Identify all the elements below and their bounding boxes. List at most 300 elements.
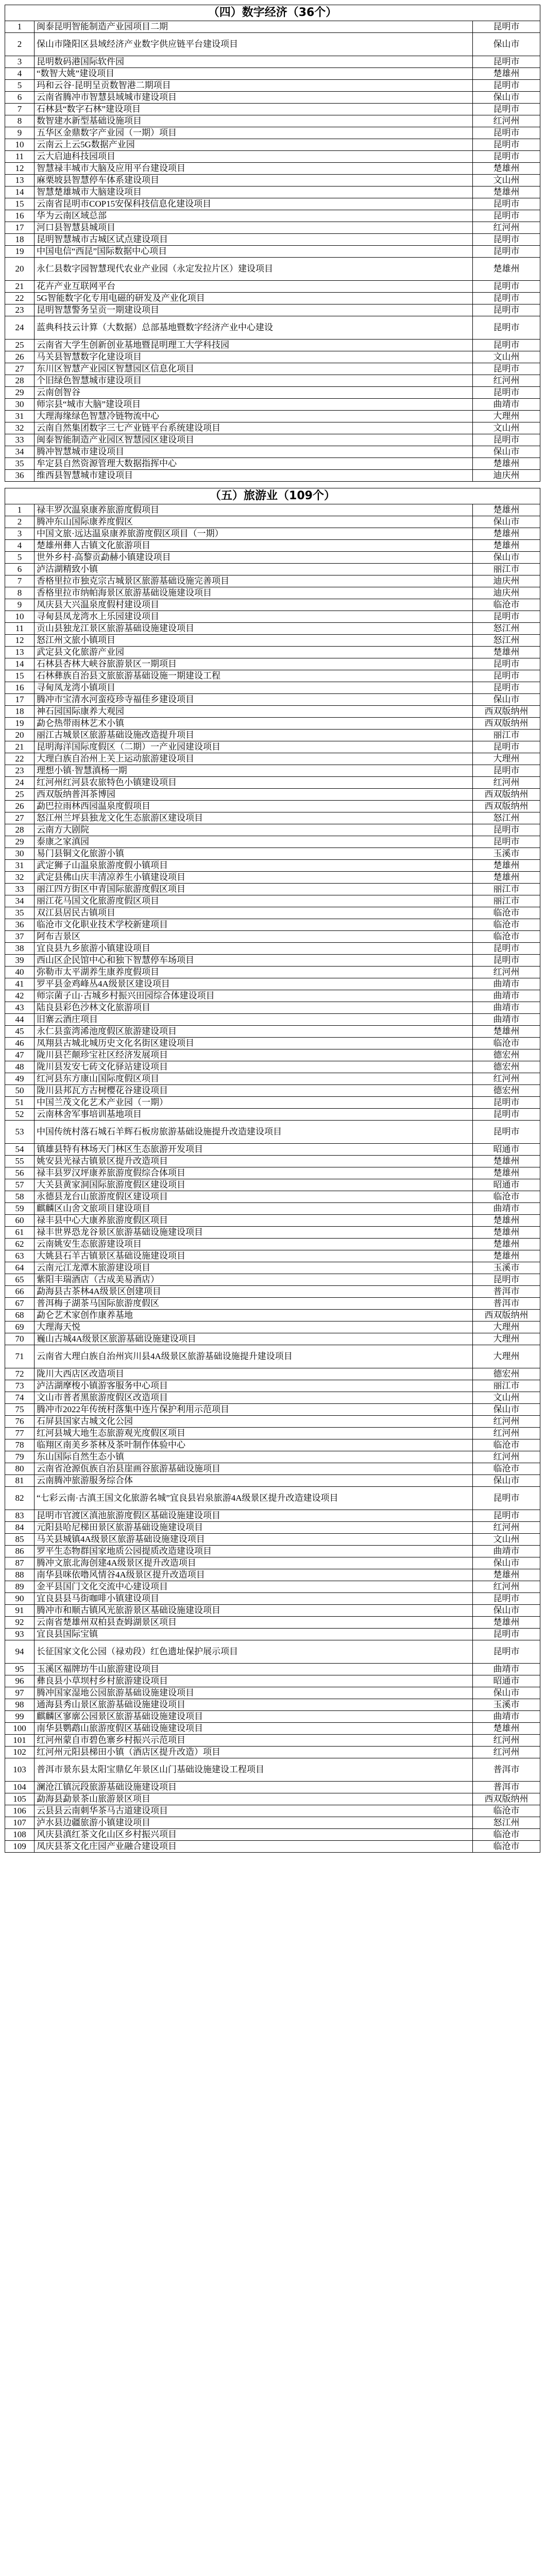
project-name: 弥勒市太平湖养生康养度假项目 <box>35 967 473 978</box>
project-name: 闽泰昆明智能制造产业园项目二期 <box>35 21 473 33</box>
row-number: 20 <box>5 730 35 741</box>
city-name: 保山市 <box>473 552 540 564</box>
table-row <box>5 1167 540 1179</box>
project-name: 云南省大学生创新创业基地暨昆明理工大学科技园 <box>35 340 473 351</box>
city-name: 曲靖市 <box>473 1546 540 1557</box>
city-name: 昆明市 <box>473 127 540 139</box>
row-number: 19 <box>5 246 35 258</box>
city-name: 楚雄州 <box>473 528 540 540</box>
table-row <box>5 258 540 281</box>
city-name: 德宏州 <box>473 1085 540 1097</box>
project-name: 云南省昆明市COP15安保科技信息化建设项目 <box>35 198 473 210</box>
table-row <box>5 1310 540 1321</box>
table-row <box>5 801 540 812</box>
row-number: 71 <box>5 1345 35 1368</box>
row-number: 11 <box>5 623 35 635</box>
row-number: 82 <box>5 1487 35 1510</box>
project-name: 理想小镇·智慧滇杨一期 <box>35 765 473 777</box>
table-row <box>5 575 540 587</box>
project-name: 怒江州文旅小镇项目 <box>35 635 473 647</box>
table-row <box>5 1085 540 1097</box>
project-name: 金平县国门文化交流中心建设项目 <box>35 1581 473 1593</box>
city-name: 红河州 <box>473 777 540 789</box>
city-name: 楚雄州 <box>473 187 540 198</box>
city-name: 丽江市 <box>473 884 540 895</box>
table-row <box>5 765 540 777</box>
city-name: 昆明市 <box>473 234 540 246</box>
city-name: 楚雄州 <box>473 1617 540 1629</box>
project-name: 临沧市文化职业技术学校新建项目 <box>35 919 473 931</box>
project-name: 勐仑艺术家创作康养基地 <box>35 1310 473 1321</box>
city-name: 保山市 <box>473 1475 540 1487</box>
project-name: 旧寨云酒庄项目 <box>35 1014 473 1026</box>
row-number: 17 <box>5 694 35 706</box>
row-number: 91 <box>5 1605 35 1617</box>
table-row <box>5 587 540 599</box>
project-name: 禄丰罗次温泉康养旅游度假项目 <box>35 504 473 516</box>
row-number: 100 <box>5 1723 35 1735</box>
city-name: 昆明市 <box>473 104 540 115</box>
project-name: 泰康之家滇园 <box>35 836 473 848</box>
table-row <box>5 623 540 635</box>
table-row <box>5 1191 540 1203</box>
project-name: 阿布吉景区 <box>35 931 473 943</box>
project-name: 五华区金鼎数字产业园（一期）项目 <box>35 127 473 139</box>
project-name: 丽江四方街区中青国际旅游度假区项目 <box>35 884 473 895</box>
city-name: 昆明市 <box>473 765 540 777</box>
project-name: 师宗县“城市大脑”建设项目 <box>35 399 473 411</box>
table-row <box>5 1097 540 1109</box>
project-table <box>5 504 540 1853</box>
project-name: 麒麟区寥廓公园景区旅游基础设施建设项目 <box>35 1711 473 1723</box>
table-row <box>5 151 540 163</box>
row-number: 23 <box>5 765 35 777</box>
project-name: 大关县黄家洞国际旅游度假区建设项目 <box>35 1179 473 1191</box>
project-name: 宜良县九乡旅游小镇建设项目 <box>35 943 473 955</box>
table-row <box>5 446 540 458</box>
row-number: 22 <box>5 293 35 304</box>
city-name: 西双版纳州 <box>473 801 540 812</box>
row-number: 10 <box>5 611 35 623</box>
city-name: 楚雄州 <box>473 458 540 470</box>
row-number: 6 <box>5 92 35 104</box>
table-row <box>5 564 540 575</box>
project-name: 昆明数码港国际软件园 <box>35 56 473 68</box>
row-number: 18 <box>5 234 35 246</box>
project-name: 云南腾冲旅游服务综合体 <box>35 1475 473 1487</box>
project-name: 河口县智慧县城项目 <box>35 222 473 234</box>
city-name: 德宏州 <box>473 1061 540 1073</box>
table-row <box>5 706 540 718</box>
row-number: 32 <box>5 422 35 434</box>
table-row <box>5 895 540 907</box>
row-number: 45 <box>5 1026 35 1038</box>
project-name: 5G智能数字化专用电磁的研发及产业化项目 <box>35 293 473 304</box>
city-name: 德宏州 <box>473 1049 540 1061</box>
table-row <box>5 967 540 978</box>
row-number: 23 <box>5 304 35 316</box>
row-number: 8 <box>5 587 35 599</box>
project-name: 腾冲市宝清水河蛮疫珍寺福佳乡建设项目 <box>35 694 473 706</box>
project-name: 云南林舍军事培训基地项目 <box>35 1109 473 1121</box>
project-name: “七彩云南·古滇王国文化旅游名城”宜良县岩泉旅游4A级景区提升改造建设项目 <box>35 1487 473 1510</box>
table-row <box>5 340 540 351</box>
row-number: 74 <box>5 1392 35 1404</box>
row-number: 80 <box>5 1463 35 1475</box>
project-name: 寻甸县凤龙湾水上乐园建设项目 <box>35 611 473 623</box>
table-row <box>5 1605 540 1617</box>
city-name: 红河州 <box>473 115 540 127</box>
row-number: 39 <box>5 955 35 967</box>
project-name: 蓝典科技云计算（大数据）总部基地暨数字经济产业中心建设 <box>35 316 473 340</box>
row-number: 15 <box>5 670 35 682</box>
project-name: 中国文旅·远达温泉康养旅游度假区项目（一期） <box>35 528 473 540</box>
row-number: 49 <box>5 1073 35 1085</box>
project-name: 元阳县哈尼梯田景区旅游基础设施建设项目 <box>35 1522 473 1534</box>
section-title: （四）数字经济（36个） <box>5 5 540 21</box>
table-row <box>5 293 540 304</box>
city-name: 昭通市 <box>473 1144 540 1156</box>
project-name: 腾冲智慧城市建设项目 <box>35 446 473 458</box>
table-row <box>5 1049 540 1061</box>
table-row <box>5 1805 540 1817</box>
city-name: 昆明市 <box>473 1510 540 1522</box>
table-row <box>5 1747 540 1758</box>
row-number: 35 <box>5 458 35 470</box>
city-name: 昆明市 <box>473 1109 540 1121</box>
row-number: 36 <box>5 919 35 931</box>
city-name: 临沧市 <box>473 1439 540 1451</box>
city-name: 红河州 <box>473 967 540 978</box>
city-name: 楚雄州 <box>473 1723 540 1735</box>
city-name: 红河州 <box>473 1735 540 1747</box>
project-name: 陇川县芒颠珍宝社区经济发展项目 <box>35 1049 473 1061</box>
project-name: 泸沽湖精致小镇 <box>35 564 473 575</box>
project-name: 武定县佛山庆丰清凉养生小镇建设项目 <box>35 872 473 884</box>
table-row <box>5 919 540 931</box>
city-name: 昆明市 <box>473 316 540 340</box>
project-name: 彝良县小草坝村乡村旅游建设项目 <box>35 1675 473 1687</box>
table-row <box>5 931 540 943</box>
row-number: 33 <box>5 884 35 895</box>
city-name: 玉溪市 <box>473 848 540 860</box>
city-name: 大理州 <box>473 411 540 422</box>
city-name: 昆明市 <box>473 682 540 694</box>
row-number: 50 <box>5 1085 35 1097</box>
table-row <box>5 375 540 387</box>
project-name: 腾冲市和顺古镇风光旅游景区基础设施建设项目 <box>35 1605 473 1617</box>
project-name: 禄丰县中心大康养旅游度假区项目 <box>35 1215 473 1227</box>
table-row <box>5 990 540 1002</box>
row-number: 29 <box>5 387 35 399</box>
row-number: 97 <box>5 1687 35 1699</box>
city-name: 楚雄州 <box>473 1167 540 1179</box>
city-name: 文山州 <box>473 175 540 187</box>
table-row <box>5 422 540 434</box>
project-name: 陇川大西店区改造项目 <box>35 1368 473 1380</box>
row-number: 70 <box>5 1333 35 1345</box>
project-name: 永仁县数字园智慧现代农业产业园（永定发拉片区）建设项目 <box>35 258 473 281</box>
table-row <box>5 1640 540 1664</box>
city-name: 昆明市 <box>473 611 540 623</box>
table-row <box>5 1179 540 1191</box>
table-row <box>5 1368 540 1380</box>
city-name: 昆明市 <box>473 387 540 399</box>
city-name: 红河州 <box>473 1581 540 1593</box>
section-title: （五）旅游业（109个） <box>5 488 540 504</box>
row-number: 62 <box>5 1239 35 1250</box>
project-name: 泸沽湖摩梭小镇游客服务中心项目 <box>35 1380 473 1392</box>
table-row <box>5 1014 540 1026</box>
row-number: 83 <box>5 1510 35 1522</box>
table-row <box>5 1286 540 1298</box>
row-number: 14 <box>5 187 35 198</box>
city-name: 曲靖市 <box>473 990 540 1002</box>
project-name: 大理海天悦 <box>35 1321 473 1333</box>
project-name: 世外乡村·高黎贡勐赫小镇建设项目 <box>35 552 473 564</box>
city-name: 德宏州 <box>473 1368 540 1380</box>
table-row <box>5 304 540 316</box>
row-number: 26 <box>5 801 35 812</box>
city-name: 昆明市 <box>473 1593 540 1605</box>
row-number: 77 <box>5 1428 35 1439</box>
table-row <box>5 1793 540 1805</box>
table-row <box>5 1758 540 1782</box>
city-name: 普洱市 <box>473 1782 540 1793</box>
row-number: 52 <box>5 1109 35 1121</box>
row-number: 29 <box>5 836 35 848</box>
row-number: 37 <box>5 931 35 943</box>
project-name: 楚雄州彝人古镇文化旅游项目 <box>35 540 473 552</box>
city-name: 曲靖市 <box>473 1711 540 1723</box>
table-row <box>5 1487 540 1510</box>
project-name: 永仁县蛮湾浠池度假区旅游建设项目 <box>35 1026 473 1038</box>
row-number: 9 <box>5 599 35 611</box>
project-name: 麻栗坡县智慧停车体系建设项目 <box>35 175 473 187</box>
city-name: 红河州 <box>473 1747 540 1758</box>
table-row <box>5 1333 540 1345</box>
project-name: 云南自然集团数字三七产业链平台系统建设项目 <box>35 422 473 434</box>
project-name: 云县县云南刺华茶马古道建设项目 <box>35 1805 473 1817</box>
row-number: 1 <box>5 504 35 516</box>
project-name: 大理白族自治州上关上运动旅游建设项目 <box>35 753 473 765</box>
table-row <box>5 1227 540 1239</box>
table-row <box>5 670 540 682</box>
table-row <box>5 635 540 647</box>
project-name: 云南云上云5G数据产业园 <box>35 139 473 151</box>
row-number: 60 <box>5 1215 35 1227</box>
table-row <box>5 504 540 516</box>
row-number: 108 <box>5 1829 35 1841</box>
table-row <box>5 1664 540 1675</box>
project-name: 巍山古城4A级景区旅游基础设施建设项目 <box>35 1333 473 1345</box>
row-number: 54 <box>5 1144 35 1156</box>
project-name: 勐仑热带雨林艺术小镇 <box>35 718 473 730</box>
project-name: 红河州红河县农旅特色小镇建设项目 <box>35 777 473 789</box>
row-number: 3 <box>5 56 35 68</box>
row-number: 24 <box>5 316 35 340</box>
project-name: 红河县东方康山国际度假区项目 <box>35 1073 473 1085</box>
table-row <box>5 647 540 658</box>
city-name: 曲靖市 <box>473 1002 540 1014</box>
city-name: 保山市 <box>473 694 540 706</box>
project-name: 罗平县金鸡峰丛4A级景区建设项目 <box>35 978 473 990</box>
project-name: 石林彝族自治县文旅旅游基础设施一期建设工程 <box>35 670 473 682</box>
table-row <box>5 1557 540 1569</box>
project-name: 普洱市景东县太阳宝鼎亿年景区山门基础设施建设工程项目 <box>35 1758 473 1782</box>
table-row <box>5 1723 540 1735</box>
city-name: 大理州 <box>473 1333 540 1345</box>
project-name: 石屏县国家古城文化公园 <box>35 1416 473 1428</box>
table-row <box>5 127 540 139</box>
table-row <box>5 21 540 33</box>
city-name: 昆明市 <box>473 955 540 967</box>
city-name: 西双版纳州 <box>473 706 540 718</box>
project-name: 云南省大理白族自治州宾川县4A级景区旅游基础设施提升建设项目 <box>35 1345 473 1368</box>
project-name: 陆良县彩色沙林文化旅游项目 <box>35 1002 473 1014</box>
row-number: 93 <box>5 1629 35 1640</box>
row-number: 28 <box>5 375 35 387</box>
table-row <box>5 1687 540 1699</box>
row-number: 68 <box>5 1310 35 1321</box>
city-name: 临沧市 <box>473 1829 540 1841</box>
project-name: 云南元江龙潭木旅游建设项目 <box>35 1262 473 1274</box>
table-row <box>5 1392 540 1404</box>
project-name: 腾冲东山国际康养度假区 <box>35 516 473 528</box>
row-number: 21 <box>5 741 35 753</box>
city-name: 昆明市 <box>473 210 540 222</box>
project-name: 禄丰县罗汉坪康养旅游度假综合体项目 <box>35 1167 473 1179</box>
row-number: 99 <box>5 1711 35 1723</box>
project-name: 香格里拉市纳帕海景区旅游基础设施建设项目 <box>35 587 473 599</box>
table-row <box>5 789 540 801</box>
row-number: 17 <box>5 222 35 234</box>
table-row <box>5 399 540 411</box>
table-row <box>5 884 540 895</box>
row-number: 41 <box>5 978 35 990</box>
city-name: 昆明市 <box>473 151 540 163</box>
project-name: 宜良县县马街咖啡小镇建设项目 <box>35 1593 473 1605</box>
row-number: 69 <box>5 1321 35 1333</box>
city-name: 楚雄州 <box>473 1026 540 1038</box>
table-row <box>5 387 540 399</box>
table-row <box>5 411 540 422</box>
city-name: 楚雄州 <box>473 540 540 552</box>
city-name: 普洱市 <box>473 1286 540 1298</box>
project-name: 云南省楚雄州双柏县查姆湖景区项目 <box>35 1617 473 1629</box>
row-number: 27 <box>5 363 35 375</box>
project-name: 智慧禄丰城市大脑及应用平台建设项目 <box>35 163 473 175</box>
table-row <box>5 552 540 564</box>
city-name: 西双版纳州 <box>473 1793 540 1805</box>
row-number: 6 <box>5 564 35 575</box>
row-number: 28 <box>5 824 35 836</box>
city-name: 丽江市 <box>473 730 540 741</box>
row-number: 96 <box>5 1675 35 1687</box>
project-name: 双江县居民古镇项目 <box>35 907 473 919</box>
city-name: 文山州 <box>473 1392 540 1404</box>
city-name: 红河州 <box>473 375 540 387</box>
table-row <box>5 198 540 210</box>
table-row <box>5 1593 540 1605</box>
row-number: 35 <box>5 907 35 919</box>
table-row <box>5 907 540 919</box>
row-number: 58 <box>5 1191 35 1203</box>
project-name: 罗平生态物群国家地质公园提质改造建设项目 <box>35 1546 473 1557</box>
city-name: 昆明市 <box>473 1640 540 1664</box>
project-name: 红河州蒙自市碧色寨乡村振兴示范项目 <box>35 1735 473 1747</box>
row-number: 13 <box>5 647 35 658</box>
city-name: 昆明市 <box>473 293 540 304</box>
city-name: 文山州 <box>473 1534 540 1546</box>
city-name: 昆明市 <box>473 943 540 955</box>
city-name: 昆明市 <box>473 1629 540 1640</box>
row-number: 1 <box>5 21 35 33</box>
city-name: 红河州 <box>473 1522 540 1534</box>
city-name: 临沧市 <box>473 919 540 931</box>
row-number: 34 <box>5 446 35 458</box>
table-row <box>5 1829 540 1841</box>
table-row <box>5 1203 540 1215</box>
row-number: 57 <box>5 1179 35 1191</box>
table-row <box>5 1404 540 1416</box>
project-name: 临翔区南美乡茶林及茶叶制作体验中心 <box>35 1439 473 1451</box>
project-name: 马关县城镇4A级景区旅游基础设施建设项目 <box>35 1534 473 1546</box>
city-name: 保山市 <box>473 446 540 458</box>
project-name: 镇雄县特有林场天门林区生态旅游开发项目 <box>35 1144 473 1156</box>
row-number: 13 <box>5 175 35 187</box>
row-number: 7 <box>5 575 35 587</box>
project-name: 西双版纳普洱茶博园 <box>35 789 473 801</box>
project-name: 腾冲文旅北海创建4A级景区提升改造项目 <box>35 1557 473 1569</box>
table-row <box>5 516 540 528</box>
project-name: 大理海缘绿色智慧冷链物流中心 <box>35 411 473 422</box>
project-name: 文山市普者黑旅游度假区改造项目 <box>35 1392 473 1404</box>
row-number: 94 <box>5 1640 35 1664</box>
project-name: 宜良县国际宝镇 <box>35 1629 473 1640</box>
city-name: 昆明市 <box>473 56 540 68</box>
row-number: 79 <box>5 1451 35 1463</box>
row-number: 40 <box>5 967 35 978</box>
city-name: 丽江市 <box>473 564 540 575</box>
table-row <box>5 1298 540 1310</box>
row-number: 25 <box>5 789 35 801</box>
project-name: 中国传统村落石城石羊辉石板房旅游基础设施提升改造建设项目 <box>35 1121 473 1144</box>
table-row <box>5 281 540 293</box>
row-number: 88 <box>5 1569 35 1581</box>
row-number: 47 <box>5 1049 35 1061</box>
row-number: 18 <box>5 706 35 718</box>
table-row <box>5 943 540 955</box>
row-number: 33 <box>5 434 35 446</box>
table-row <box>5 1546 540 1557</box>
table-row <box>5 741 540 753</box>
project-name: 花卉产业互联网平台 <box>35 281 473 293</box>
city-name: 楚雄州 <box>473 163 540 175</box>
city-name: 保山市 <box>473 33 540 56</box>
project-name: 云南省沧源佤族自治县崖画谷旅游基础设施项目 <box>35 1463 473 1475</box>
row-number: 20 <box>5 258 35 281</box>
row-number: 65 <box>5 1274 35 1286</box>
project-name: 牟定县自然资源管理大数据指挥中心 <box>35 458 473 470</box>
table-row <box>5 1380 540 1392</box>
row-number: 102 <box>5 1747 35 1758</box>
project-name: 勐海县古茶林4A级景区创建项目 <box>35 1286 473 1298</box>
city-name: 昆明市 <box>473 340 540 351</box>
city-name: 昆明市 <box>473 1097 540 1109</box>
project-name: 维西县智慧城市建设项目 <box>35 470 473 482</box>
city-name: 昆明市 <box>473 198 540 210</box>
